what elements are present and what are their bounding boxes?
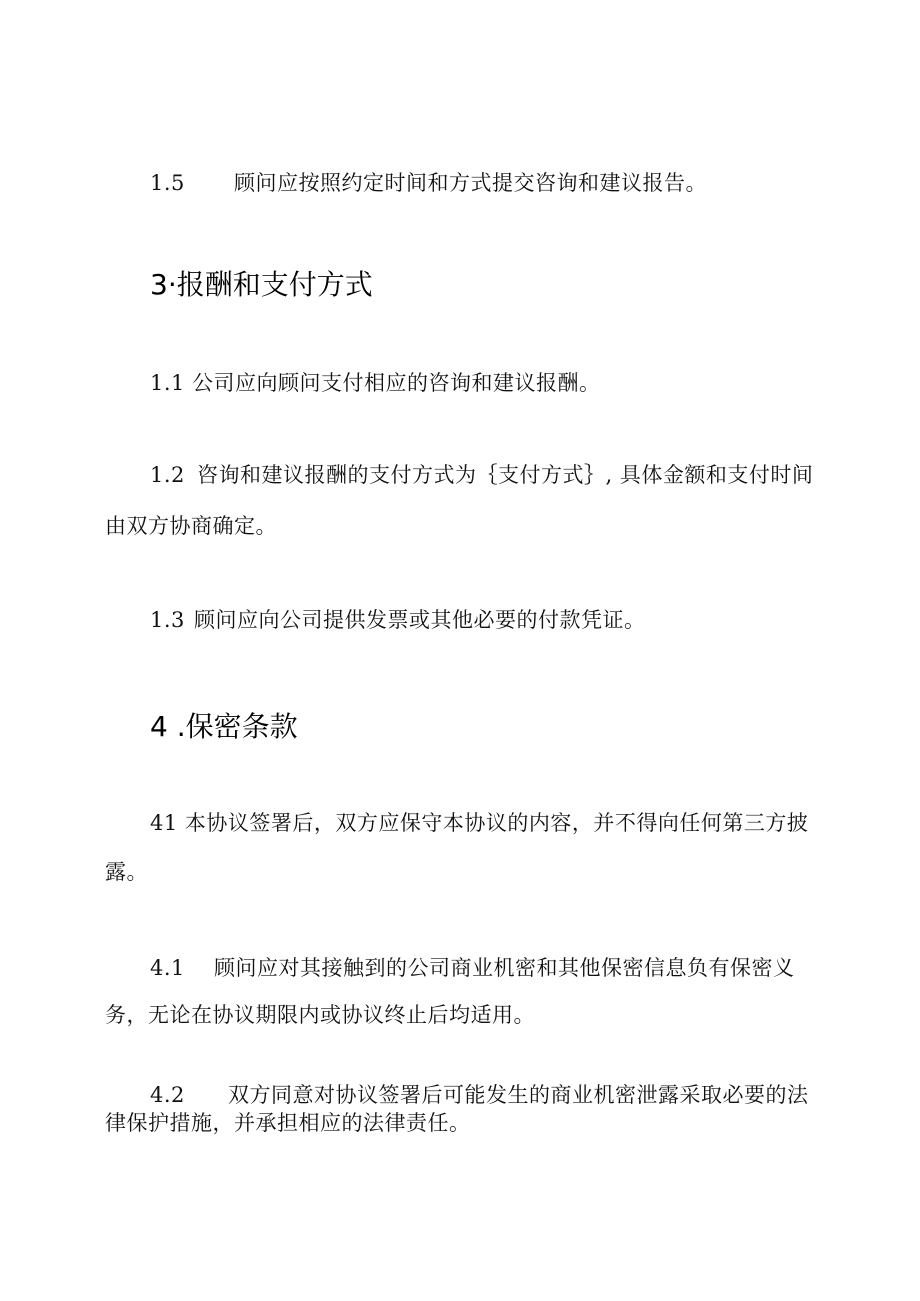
clause-number: 1.3 xyxy=(150,608,185,632)
clause-text-line2: 律保护措施，并承担相应的法律责任。 xyxy=(105,1111,471,1135)
clause-text: 公司应向顾问支付相应的咨询和建议报酬。 xyxy=(192,371,601,395)
clause-number: 1.1 xyxy=(150,371,185,395)
clause-text-line2: 务，无论在协议期限内或协议终止后均适用。 xyxy=(105,1003,535,1027)
clause-text-line2: 露。 xyxy=(105,860,148,884)
clause-text-line1: 咨询和建议报酬的支付方式为｛支付方式｝, 具体金额和支付时间 xyxy=(197,463,814,487)
clause-number: 1.2 xyxy=(150,463,185,487)
clause-number: 4.1 xyxy=(150,956,185,980)
clause-number: 4.2 xyxy=(150,1083,185,1107)
clause-text: 顾问应向公司提供发票或其他必要的付款凭证。 xyxy=(194,608,646,632)
clause-text-line1: 双方同意对协议签署后可能发生的商业机密泄露采取必要的法 xyxy=(228,1083,809,1107)
clause-text-line1: 顾问应对其接触到的公司商业机密和其他保密信息负有保密义 xyxy=(214,956,795,980)
clause-number: 1.5 xyxy=(150,171,185,195)
section-heading-confidentiality: 4 .保密条款 xyxy=(150,710,298,743)
clause-text-line1: 41 本协议签署后，双方应保守本协议的内容，并不得向任何第三方披 xyxy=(150,811,809,835)
clause-text: 顾问应按照约定时间和方式提交咨询和建议报告。 xyxy=(234,171,707,195)
clause-text-line2: 由双方协商确定。 xyxy=(105,514,277,538)
section-heading-payment: 3·报酬和支付方式 xyxy=(150,268,373,301)
